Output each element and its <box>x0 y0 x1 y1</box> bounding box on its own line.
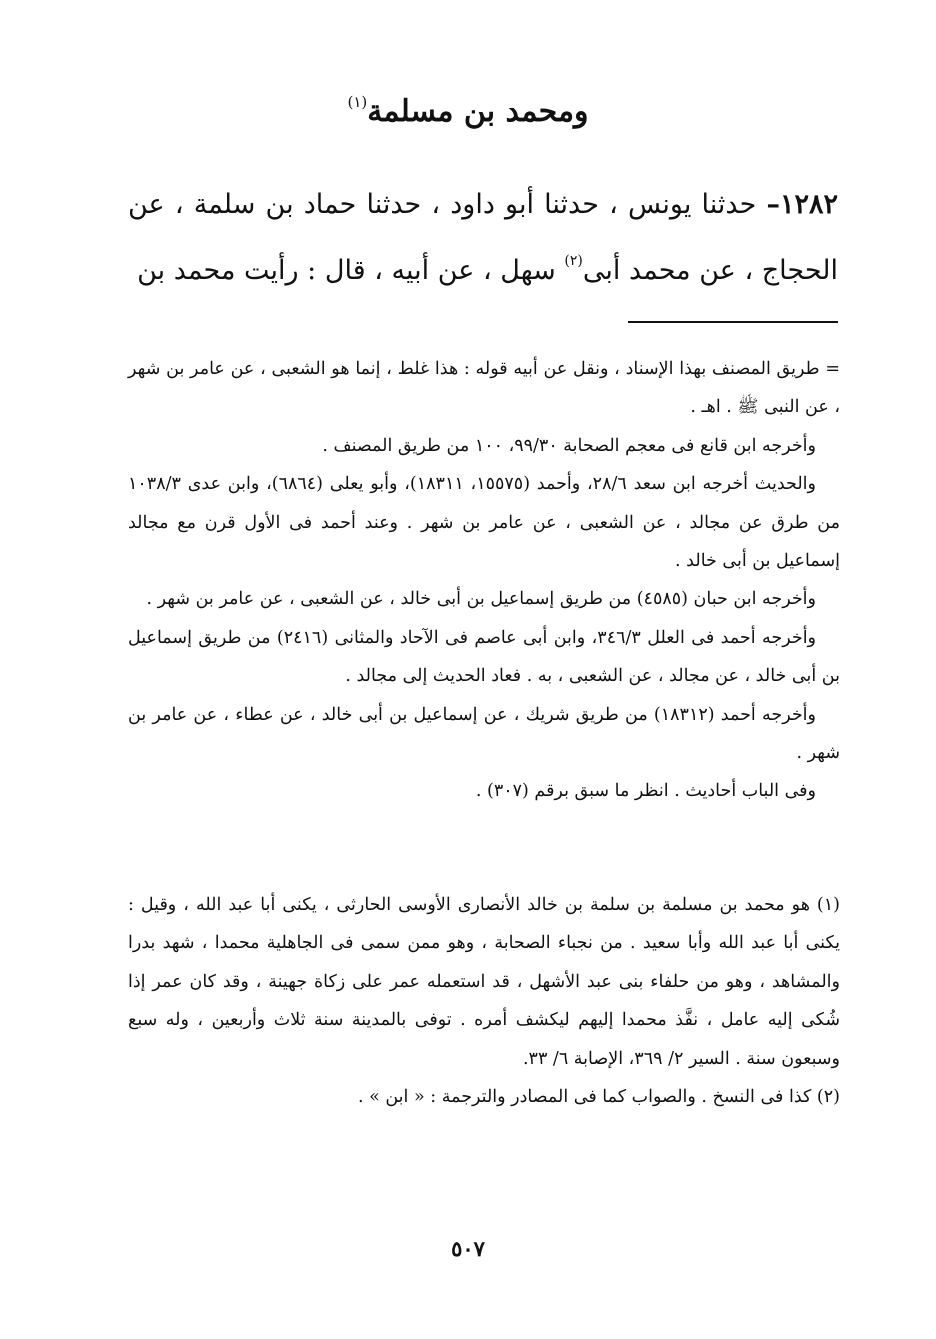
footnote-separator <box>628 321 838 323</box>
footnote-ref-1: (١) <box>347 93 368 111</box>
section-title-text: ومحمد بن مسلمة <box>367 94 589 129</box>
note-paragraph: وأخرجه ابن حبان (٤٥٨٥) من طريق إسماعيل بن أبى خالد ، عن الشعبى ، عن عامر بن شهر . <box>146 589 816 610</box>
note-paragraph: وأخرجه ابن قانع فى معجم الصحابة ٩٩/٣٠، ١٠٠ من طريق المصنف . <box>322 435 816 456</box>
note-paragraph: وأخرجه أحمد فى العلل ٣٤٦/٣، وابن أبى عاصم فى الآحاد والمثانى (٢٤١٦) من طريق إسماعيل بن أبى خالد ، عن مجالد ، عن الشعبى ، به . فعاد الحديث إلى مجالد . <box>128 627 840 687</box>
hadith-text <box>128 177 838 299</box>
note-paragraph: والحديث أخرجه ابن سعد ٢٨/٦، وأحمد (١٥٥٧٥، ١٨٣١١)، وأبو يعلى (٦٨٦٤)، وابن عدى ١٠٣٨/٣ من طرق عن مجالد ، عن الشعبى ، عن عامر بن شهر . وعند أحمد فى الأول قرن مع مجالد إسماعيل بن أبى خالد . <box>128 474 840 572</box>
page-number: ٥٠٧ <box>451 1236 485 1261</box>
continued-notes <box>128 350 840 811</box>
note-paragraph: وفى الباب أحاديث . انظر ما سبق برقم (٣٠٧) . <box>475 781 816 802</box>
footnote-ref-2: (٢) <box>564 253 583 269</box>
hadith-number: ١٢٨٢– <box>766 189 838 220</box>
footnote-1: (١) هو محمد بن مسلمة بن سلمة بن خالد الأنصارى الأوسى الحارثى ، يكنى أبا عبد الله ، وقيل : يكنى أبا عبد الله وأبا سعيد . من نجباء الصحابة ، وهو ممن سمى فى الجاهلية محمدا ، شهد بدرا والمشاهد ، وهو من حلفاء بنى عبد الأشهل ، قد استعمله عمر على زكاة جهينة ، وقد كان عمر إذا شُكى إليه عامل ، نفَّذ محمدا إليهم ليكشف أمره . توفى بالمدينة سنة ثلاث وأربعين ، وله سبع وسبعون سنة . السير ٢/ ٣٦٩، الإصابة ٦/ ٣٣. <box>128 895 840 1069</box>
section-title <box>0 80 936 134</box>
hadith-text-part-2: سهل ، عن أبيه ، قال : رأيت محمد بن <box>137 255 556 286</box>
footnotes <box>128 886 840 1116</box>
hadith-text-part-1: حدثنا يونس ، حدثنا أبو داود ، حدثنا حماد بن سلمة ، عن الحجاج ، عن محمد أبى <box>128 189 838 286</box>
footnote-2: (٢) كذا فى النسخ . والصواب كما فى المصادر والترجمة : « ابن » . <box>357 1087 840 1108</box>
note-paragraph: = طريق المصنف بهذا الإسناد ، ونقل عن أبيه قوله : هذا غلط ، إنما هو الشعبى ، عن عامر بن شهر ، عن النبى ﷺ . اهـ . <box>128 359 840 418</box>
note-paragraph: وأخرجه أحمد (١٨٣١٢) من طريق شريك ، عن إسماعيل بن أبى خالد ، عن عطاء ، عن عامر بن شهر . <box>128 704 840 764</box>
